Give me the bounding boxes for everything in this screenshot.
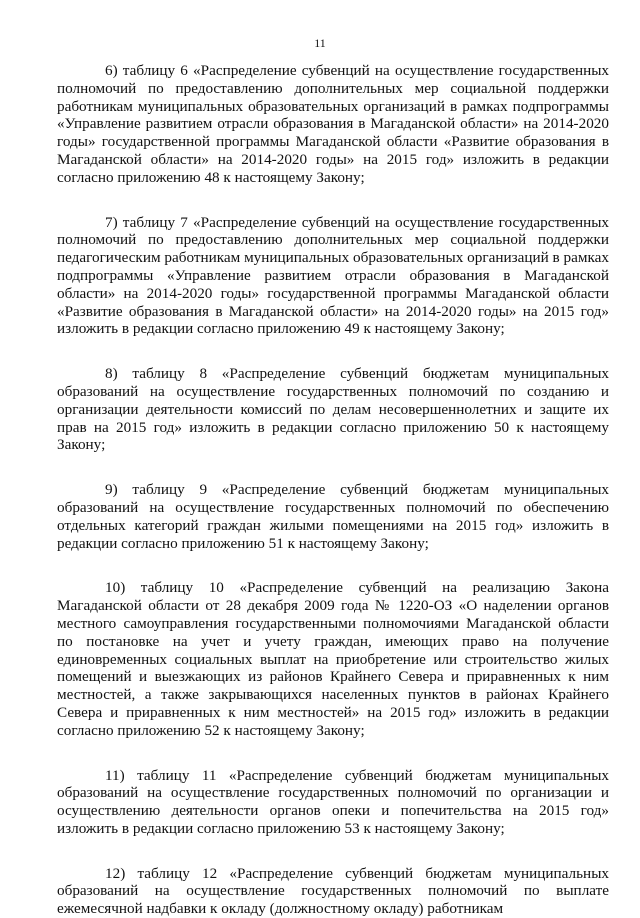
page-number: 11 — [314, 36, 326, 50]
paragraph-item-8: 8) таблицу 8 «Распределение субвенций бюджетам муниципальных образований на осуществление государственных полномочий по созданию и организации деятельности комиссий по делам несовершеннолетних и защите их прав на 2015 год» изложить в редакции согласно приложению 50 к настоящему Закону; — [57, 365, 609, 454]
paragraph-item-6: 6) таблицу 6 «Распределение субвенций на осуществление государственных полномочий по предоставлению дополнительных мер социальной поддержки работникам муниципальных образовательных организаций в рамках подпрограммы «Управление развитием отрасли образования в Магаданской области» на 2014-2020 годы» государственной программы Магаданской области «Развитие образования в Магаданской области» на 2014-2020 годы» на 2015 год» изложить в редакции согласно приложению 48 к настоящему Закону; — [57, 62, 609, 186]
paragraph-item-9: 9) таблицу 9 «Распределение субвенций бюджетам муниципальных образований на осуществление государственных полномочий по обеспечению отдельных категорий граждан жилыми помещениями на 2015 год» изложить в редакции согласно приложению 51 к настоящему Закону; — [57, 481, 609, 552]
paragraph-item-12: 12) таблицу 12 «Распределение субвенций бюджетам муниципальных образований на осуществление государственных полномочий по выплате ежемесячной надбавки к окладу (должностному окладу) работникам — [57, 864, 609, 918]
paragraph-item-11: 11) таблицу 11 «Распределение субвенций бюджетам муниципальных образований на осуществление государственных полномочий по организации и осуществлению деятельности органов опеки и попечительства на 2015 год» изложить в редакции согласно приложению 53 к настоящему Закону; — [57, 766, 609, 837]
paragraph-item-7: 7) таблицу 7 «Распределение субвенций на осуществление государственных полномочий по предоставлению дополнительных мер социальной поддержки педагогическим работникам муниципальных образовательных организаций в рамках подпрограммы «Управление развитием отрасли образования в Магаданской области» на 2014-2020 годы» государственной программы Магаданской области «Развитие образования в Магаданской области» на 2014-2020 годы» на 2015 год» изложить в редакции согласно приложению 49 к настоящему Закону; — [57, 213, 609, 338]
paragraph-item-10: 10) таблицу 10 «Распределение субвенций на реализацию Закона Магаданской области от 28 декабря 2009 года № 1220-ОЗ «О наделении органов местного самоуправления государственными полномочиями Магаданской области по постановке на учет и учету граждан, имеющих право на получение единовременных социальных выплат на приобретение или строительство жилых помещений и выезжающих из районов Крайнего Севера и приравненных к ним местностей, а также закрывающихся населенных пунктов в районах Крайнего Севера и приравненных к ним местностей» на 2015 год» изложить в редакции согласно приложению 52 к настоящему Закону; — [57, 579, 609, 739]
document-body — [57, 62, 609, 918]
